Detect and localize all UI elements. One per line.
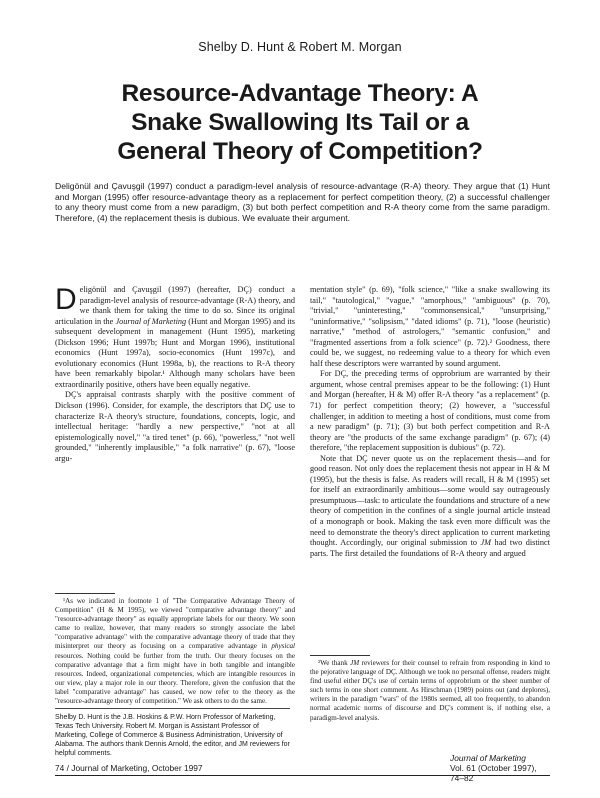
journal-abbrev: JM xyxy=(480,538,492,548)
footnote-text: ¹As we indicated in footnote 1 of "The Comparative Advantage Theory of Competition" (H & M 1995), we viewed "comparative advantage theory" and "resource-advantage theory" as equally appropriate labels for our theory. We soon came to realize, however, that many readers so strongly associate the label "comparative advantage" with the comparative advantage theory of trade that they misinterpret our theory as focusing on a comparative advantage in xyxy=(55,597,295,651)
footnote-emphasis: JM xyxy=(350,659,360,667)
title-line: Snake Swallowing Its Tail or a xyxy=(131,109,469,136)
article-title xyxy=(60,79,540,166)
affiliation-divider xyxy=(55,708,290,709)
author-affiliation: Shelby D. Hunt is the J.B. Hoskins & P.W. Horn Professor of Marketing, Texas Tech University. Robert M. Morgan is Assistant Professor of Marketing, College of Commerce & Business Administration, University of Alabama. The authors thank Dennis Arnold, the editor, and JM reviewers for helpful comments. xyxy=(55,714,290,757)
journal-name: Journal of Marketing xyxy=(115,316,187,326)
footnote-1 xyxy=(55,597,295,706)
footer-rule xyxy=(55,775,550,776)
footnote-divider xyxy=(310,655,370,656)
paragraph: mentation style" (p. 69), "folk science," "like a snake swallowing its tail," "tautological," "vague," "amorphous," "ambiguous" (p. 70), "trivial," "uninteresting," "commonsensical," "unsurprising," "uninformative," "solipsism," "dated idioms" (p. 71), "loose (heuristic) narrative," "method of astrologers," "semantic confusion," and "fragmented assertions from a folk science" (p. 72).² Goodness, there could be, we suggest, no redeeming value to a theory for which even half these descriptors were warranted by sound argument. xyxy=(310,285,550,368)
footnote-text: reviewers for their counsel to refrain from responding in kind to the pejorative language of DÇ. Although we took no personal offense, readers might find useful either DÇ's use of certain terms of opprobrium or the sheer number of such terms in one short comment. As Hirschman (1989) points out (and deplores), writers in the paradigm "wars" of the 1980s seemed, all too frequently, to abandon normal academic norms of discourse and DÇ's comment is, if nothing else, a paradigm-level analysis. xyxy=(310,659,550,722)
paragraph: For DÇ, the preceding terms of opprobrium are warranted by their argument, whose central premises appear to be the following: (1) Hunt and Morgan (hereafter, H & M) offer R-A theory "as a replacement" (p. 71) for perfect competition theory; (2) however, a "successful challenger, in addition to meeting a host of conditions, must come from a new paradigm" (p. 71); (3) but both perfect competition and R-A theory are "the products of the same exchange paradigm" (p. 67); (4) therefore, "the replacement supposition is dubious" (p. 72). xyxy=(310,369,550,453)
title-line: Resource-Advantage Theory: A xyxy=(121,80,479,107)
footnote-2 xyxy=(310,659,550,723)
title-line: General Theory of Competition? xyxy=(117,138,483,165)
paragraph: DÇ's appraisal contrasts sharply with the positive comment of Dickson (1996). Consider, for example, the descriptors that DÇ use to characterize R-A theory's structure, foundations, concepts, logic, and intellectual heritage: "hardly a new perspective," "not at all epistemologically novel," "a tired tenet" (p. 66), "powerless," "not well grounded," "inherently implausible," "a folk narrative" (p. 67), "loose argu- xyxy=(55,390,295,463)
page-footer-right xyxy=(450,753,550,783)
page-footer-left: 74 / Journal of Marketing, October 1997 xyxy=(55,763,203,773)
body-column-left xyxy=(55,285,295,464)
footnote-text: ²We thank xyxy=(318,659,351,667)
paragraph xyxy=(55,285,295,390)
footnote-divider xyxy=(55,593,115,594)
footnote-emphasis: physical xyxy=(271,642,295,651)
authors: Shelby D. Hunt & Robert M. Morgan xyxy=(198,40,402,54)
body-column-right xyxy=(310,285,550,559)
paragraph-text: eligönül and Çavuşgil (1997) (hereafter, DÇ) conduct a paradigm-level analysis of resource-advantage (R-A) theory, and we thank them for taking the time to do so. Since its original articulation in the xyxy=(55,285,295,326)
journal-name: Journal of Marketing xyxy=(450,753,526,763)
footnote-text: resources. Nothing could be further from the truth. Our theory focuses on the comparative advantage that a firm might have in both tangible and intangible resources. Indeed, organizational competencies, which are intangible resources in our view, play a major role in our theory. Therefore, given the confusion that the label "comparative advantage" has caused, we now refer to the theory as the "resource-advantage theory of competition." We ask others to do the same. xyxy=(55,651,295,706)
paragraph-text: Note that DÇ never quote us on the replacement thesis—and for good reason. Not only does the replacement thesis not appear in H & M (1995), but the thesis is false. As readers will recall, H & M (1995) set for itself an extraordinarily ambitious—some would say outrageously presumptuous—task: to articulate the foundations and structure of a new theory of competition in the confines of a single journal article instead of a monograph or book. Making the task even more difficult was the need to demonstrate the theory's direct application to current marketing thought. Accordingly, our original submission to xyxy=(310,453,550,548)
paragraph-text: had two distinct parts. The first detailed the foundations of R-A theory and argued xyxy=(310,538,550,558)
abstract: Deligönül and Çavuşgil (1997) conduct a paradigm-level analysis of resource-advantage (R-A) theory. They argue that (1) Hunt and Morgan (1995) offer resource-advantage theory as a replacement for perfect competition theory, (2) a successful challenger to any theory must come from a new paradigm, (3) but both perfect competition and R-A theory come from the same paradigm. Therefore, (4) the replacement thesis is dubious. We evaluate their argument. xyxy=(55,181,550,223)
paragraph-text: (Hunt and Morgan 1995) and its subsequent development in management (Hunt 1995), marketing (Dickson 1996; Hunt 1997b; Hunt and Morgan 1996), institutional economics (Hunt 1997a), socio-economics (Hunt 1997c), and evolutionary economics (Hunt 1998a, b), the reactions to R-A theory have been remarkably bipolar.¹ Although many scholars have been extraordinarily positive, others have been equally negative. xyxy=(55,316,295,389)
paragraph xyxy=(310,454,550,559)
drop-cap: D xyxy=(55,283,77,316)
volume-info: Vol. 61 (October 1997), 74–82 xyxy=(450,763,537,783)
